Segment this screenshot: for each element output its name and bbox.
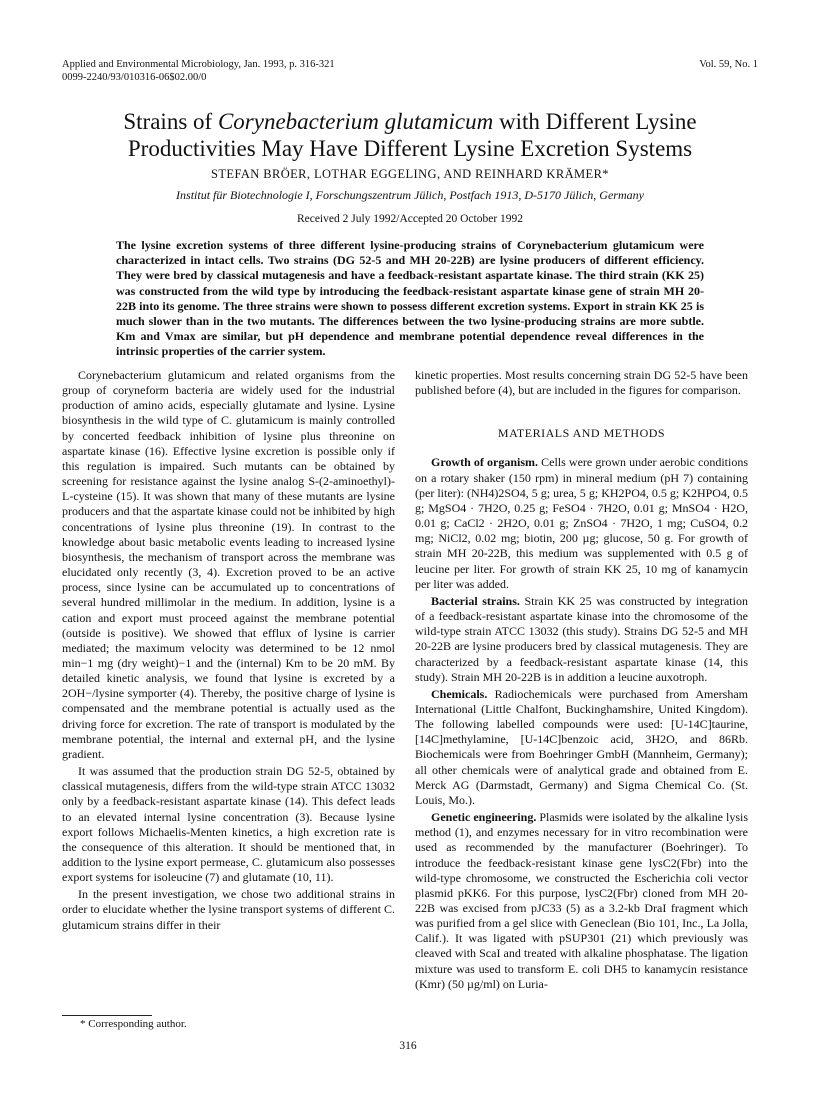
- received-dates: Received 2 July 1992/Accepted 20 October 1992: [296, 213, 524, 225]
- running-header: [62, 58, 758, 84]
- abstract: The lysine excretion systems of three different lysine-producing strains of Corynebacterium glutamicum were characterized in intact cells. Two strains (DG 52-5 and MH 20-22B) are lysine producers of different efficiency. They were bred by classical mutagenesis and have a feedback-resistant aspartate kinase. The third strain (KK 25) was constructed from the wild type by introducing the feedback-resistant aspartate kinase gene of strain MH 20-22B into its genome. The three strains were shown to possess different excretion systems. Export in strain KK 25 is much slower than in the two mutants. The differences between the two lysine-producing strains are more subtle. Km and Vmax are similar, but pH dependence and membrane potential dependence reveal differences in the intrinsic properties of the carrier system.: [116, 238, 704, 359]
- left-column: [62, 368, 395, 933]
- intro-paragraph-3: In the present investigation, we chose two additional strains in order to elucidate whether the lysine transport systems of different C. glutamicum strains differ in their: [62, 887, 395, 932]
- page-number: 316: [399, 1040, 417, 1052]
- article-code: 0099-2240/93/010316-06$02.00/0: [62, 72, 207, 83]
- volume-issue: Vol. 59, No. 1: [699, 59, 758, 70]
- chemicals-paragraph: Chemicals. Radiochemicals were purchased from Amersham International (Little Chalfont, Buckinghamshire, United Kingdom). The following labelled compounds were used: [U-14C]taurine, [14C]methylamine, [U-14C]benzoic acid, 3H2O, and 86Rb. Biochemicals were from Boehringer GmbH (Mannheim, Germany); all other chemicals were of analytical grade and obtained from E. Merck AG (Darmstadt, Germany) and Sigma Chemical Co. (St. Louis, Mo.).: [415, 686, 748, 807]
- footnote: * Corresponding author.: [80, 1018, 187, 1030]
- author-list: STEFAN BRÖER, LOTHAR EGGELING, AND REINHARD KRÄMER*: [211, 167, 609, 181]
- article-title: Strains of Corynebacterium glutamicum with Different Lysine Productivities May Have Different Lysine Excretion Systems: [123, 109, 697, 161]
- strains-paragraph: Bacterial strains. Strain KK 25 was constructed by integration of a feedback-resistant aspartate kinase into the chromosome of the wild-type strain ATCC 13032 (this study). Strains DG 52-5 and MH 20-22B are lysine producers bred by classical mutagenesis. They are characterized by a feedback-resistant aspartate kinase (14, this study). Strain MH 20-22B is in addition a leucine auxotroph.: [415, 593, 748, 684]
- genetic-engineering-paragraph: Genetic engineering. Plasmids were isolated by the alkaline lysis method (1), and enzymes necessary for in vitro recombination were used as recommended by the manufacturer (Boehringer). To introduce the feedback-resistant kinase gene lysC2(Fbr) into the wild-type chromosome, we constructed the Escherichia coli vector plasmid pKK6. For this purpose, lysC2(Fbr) cloned from MH 20-22B was excised from pJC33 (5) as a 3.2-kb DraI fragment which was purified from a gel slice with Geneclean (Bio 101, Inc., La Jolla, Calif.). It was ligated with pSUP301 (21) which previously was cleaved with ScaI and treated with alkaline phosphatase. The ligation mixture was used to transform E. coli DH5 to kanamycin resistance (Kmr) (50 µg/ml) on Luria-: [415, 810, 748, 991]
- intro-continuation: kinetic properties. Most results concerning strain DG 52-5 have been published before (4), but are included in the figures for comparison.: [415, 368, 748, 398]
- intro-paragraph-2: It was assumed that the production strain DG 52-5, obtained by classical mutagenesis, differs from the wild-type strain ATCC 13032 only by a feedback-resistant aspartate kinase (14). This defect leads to an elevated internal lysine concentration (3). Because lysine export follows Michaelis-Menten kinetics, a high excretion rate is the consequence of this alteration. It should be mentioned that, in addition to the lysine export permease, C. glutamicum also possesses export systems for isoleucine (7) and glutamate (10, 11).: [62, 764, 395, 885]
- footnote-divider: [62, 1015, 152, 1016]
- growth-paragraph: Growth of organism. Cells were grown under aerobic conditions on a rotary shaker (150 rpm) in mineral medium (pH 7) containing (per liter): (NH4)2SO4, 5 g; urea, 5 g; KH2PO4, 0.5 g; K2HPO4, 0.5 g; MgSO4 · 7H2O, 0.25 g; FeSO4 · 7H2O, 0.01 g; MnSO4 · H2O, 0.01 g; CaCl2 · 2H2O, 0.01 g; ZnSO4 · 7H2O, 1 mg; CuSO4, 0.2 mg; NiCl2, 0.02 mg; biotin, 200 µg; glucose, 50 g. For growth of strain MH 20-22B, this medium was supplemented with 0.5 g of leucine per liter. For growth of strain KK 25, 10 mg of kanamycin per liter was added.: [415, 455, 748, 591]
- section-heading: MATERIALS AND METHODS: [497, 426, 666, 441]
- intro-paragraph-1: Corynebacterium glutamicum and related organisms from the group of coryneform bacteria are widely used for the industrial production of amino acids, especially glutamate and lysine. Lysine biosynthesis in the wild type of C. glutamicum is mainly controlled by concerted feedback inhibition of lysine plus threonine on aspartate kinase (16). Effective lysine excretion is possible only if this regulation is impaired. Such mutants can be obtained by screening for resistance against the lysine analog S-(2-aminoethyl)-L-cysteine (15). It was shown that many of these mutants are lysine producers and that the aspartate kinase could not be inhibited by high concentrations of lysine plus threonine (19). In contrast to the knowledge about basic metabolic events leading to increased lysine biosynthesis, the mechanism of transport across the membrane was elucidated only recently (3, 4). Excretion proved to be an active process, since lysine can be accumulated up to concentrations of several hundred millimolar in the medium. In addition, lysine is a cation and export must proceed against the membrane potential (outside is positive). We showed that efflux of lysine is carrier mediated; the maximum velocity was determined to be 12 nmol min−1 mg (dry weight)−1 and the (internal) Km to be 20 mM. By detailed kinetic analysis, we found that lysine is excreted by a 2OH−/lysine symporter (4). Thereby, the positive charge of lysine is compensated and the membrane potential is actually used as the driving force for excretion. The rate of transport is modulated by the membrane potential, the internal and external pH, and the lysine gradient.: [62, 368, 395, 761]
- affiliation: Institut für Biotechnologie I, Forschungszentrum Jülich, Postfach 1913, D-5170 Jülich, Germany: [176, 188, 644, 202]
- right-column: [415, 368, 748, 992]
- journal-citation: Applied and Environmental Microbiology, Jan. 1993, p. 316-321: [62, 59, 335, 70]
